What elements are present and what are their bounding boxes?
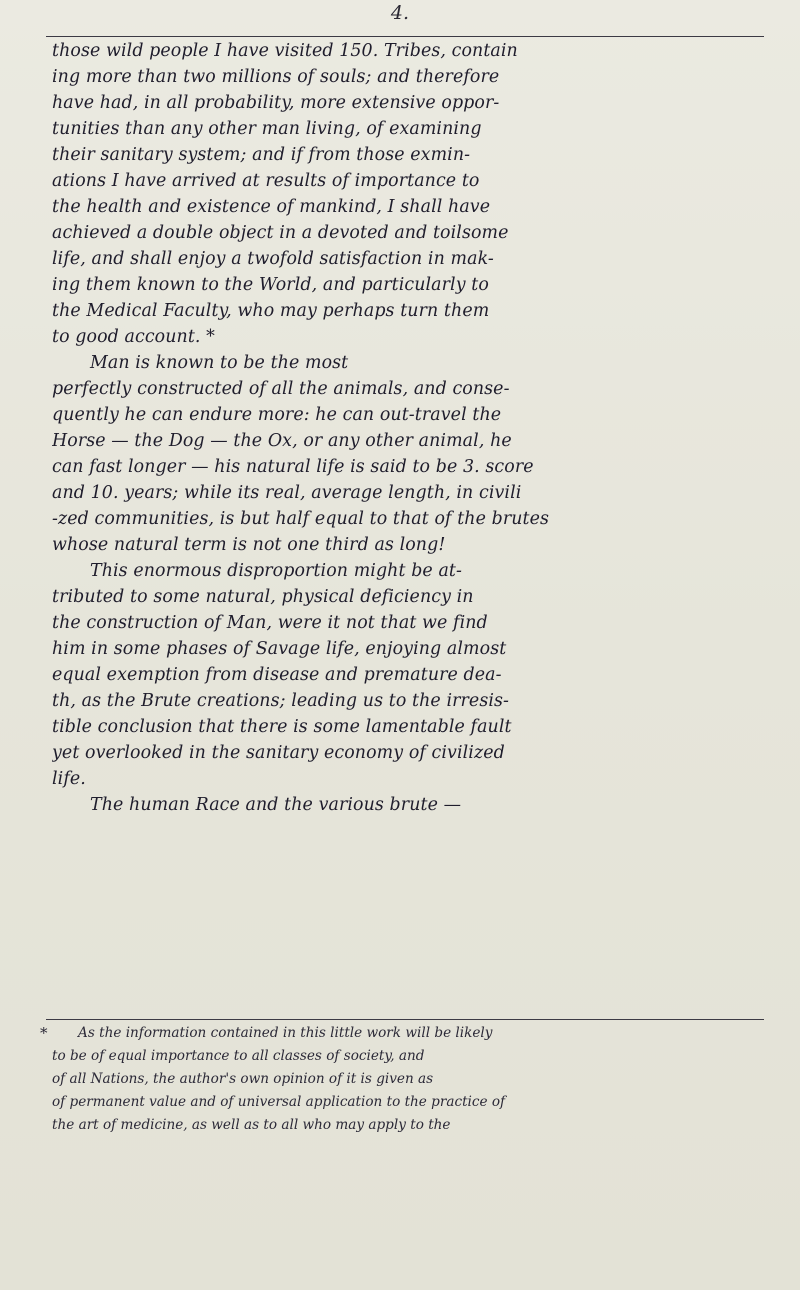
- manuscript-line: th, as the Brute creations; leading us to the irresis-: [52, 691, 510, 711]
- manuscript-line: achieved a double object in a devoted and toilsome: [52, 223, 509, 243]
- manuscript-line: tributed to some natural, physical deficiency in: [52, 587, 474, 607]
- manuscript-line: life, and shall enjoy a twofold satisfaction in mak-: [52, 249, 494, 269]
- manuscript-line: yet overlooked in the sanitary economy of civilized: [52, 743, 505, 763]
- manuscript-line: -zed communities, is but half equal to that of the brutes: [52, 509, 550, 529]
- manuscript-line: ing them known to the World, and particularly to: [52, 275, 489, 295]
- footnote-line: of permanent value and of universal application to the practice of: [52, 1094, 506, 1110]
- manuscript-line: ing more than two millions of souls; and therefore: [52, 67, 500, 87]
- manuscript-line: their sanitary system; and if from those exmin-: [52, 145, 471, 165]
- footnote: [52, 1022, 764, 1137]
- manuscript-line: those wild people I have visited 150. Tribes, contain: [52, 41, 518, 61]
- manuscript-line: to good account. *: [52, 327, 215, 347]
- manuscript-line: can fast longer — his natural life is said to be 3. score: [52, 457, 534, 477]
- manuscript-line: Horse — the Dog — the Ox, or any other animal, he: [52, 431, 512, 451]
- manuscript-line: have had, in all probability, more extensive oppor-: [52, 93, 500, 113]
- manuscript-line: the Medical Faculty, who may perhaps turn them: [52, 301, 490, 321]
- manuscript-line: tible conclusion that there is some lamentable fault: [52, 717, 512, 737]
- top-rule: [46, 36, 764, 37]
- page-number: 4.: [390, 2, 410, 24]
- manuscript-line: Man is known to be the most: [90, 353, 349, 373]
- manuscript-line: the construction of Man, were it not that we find: [52, 613, 488, 633]
- manuscript-line: This enormous disproportion might be at-: [90, 561, 462, 581]
- footnote-rule: [46, 1019, 764, 1020]
- footnote-line: of all Nations, the author's own opinion of it is given as: [52, 1071, 434, 1087]
- manuscript-line: The human Race and the various brute —: [90, 795, 462, 815]
- manuscript-line: whose natural term is not one third as long!: [52, 535, 446, 555]
- manuscript-body: [52, 38, 764, 818]
- footnote-marker: *: [40, 1024, 48, 1042]
- manuscript-line: equal exemption from disease and premature dea-: [52, 665, 502, 685]
- footnote-line: the art of medicine, as well as to all who may apply to the: [52, 1117, 451, 1133]
- manuscript-line: quently he can endure more: he can out-travel the: [52, 405, 502, 425]
- footnote-line: to be of equal importance to all classes of society, and: [52, 1048, 425, 1064]
- manuscript-line: and 10. years; while its real, average length, in civili: [52, 483, 522, 503]
- manuscript-line: the health and existence of mankind, I shall have: [52, 197, 491, 217]
- manuscript-line: perfectly constructed of all the animals, and conse-: [52, 379, 510, 399]
- manuscript-line: life.: [52, 769, 86, 789]
- manuscript-line: tunities than any other man living, of examining: [52, 119, 482, 139]
- manuscript-line: ations I have arrived at results of importance to: [52, 171, 480, 191]
- footnote-line: As the information contained in this little work will be likely: [78, 1025, 493, 1041]
- manuscript-line: him in some phases of Savage life, enjoying almost: [52, 639, 507, 659]
